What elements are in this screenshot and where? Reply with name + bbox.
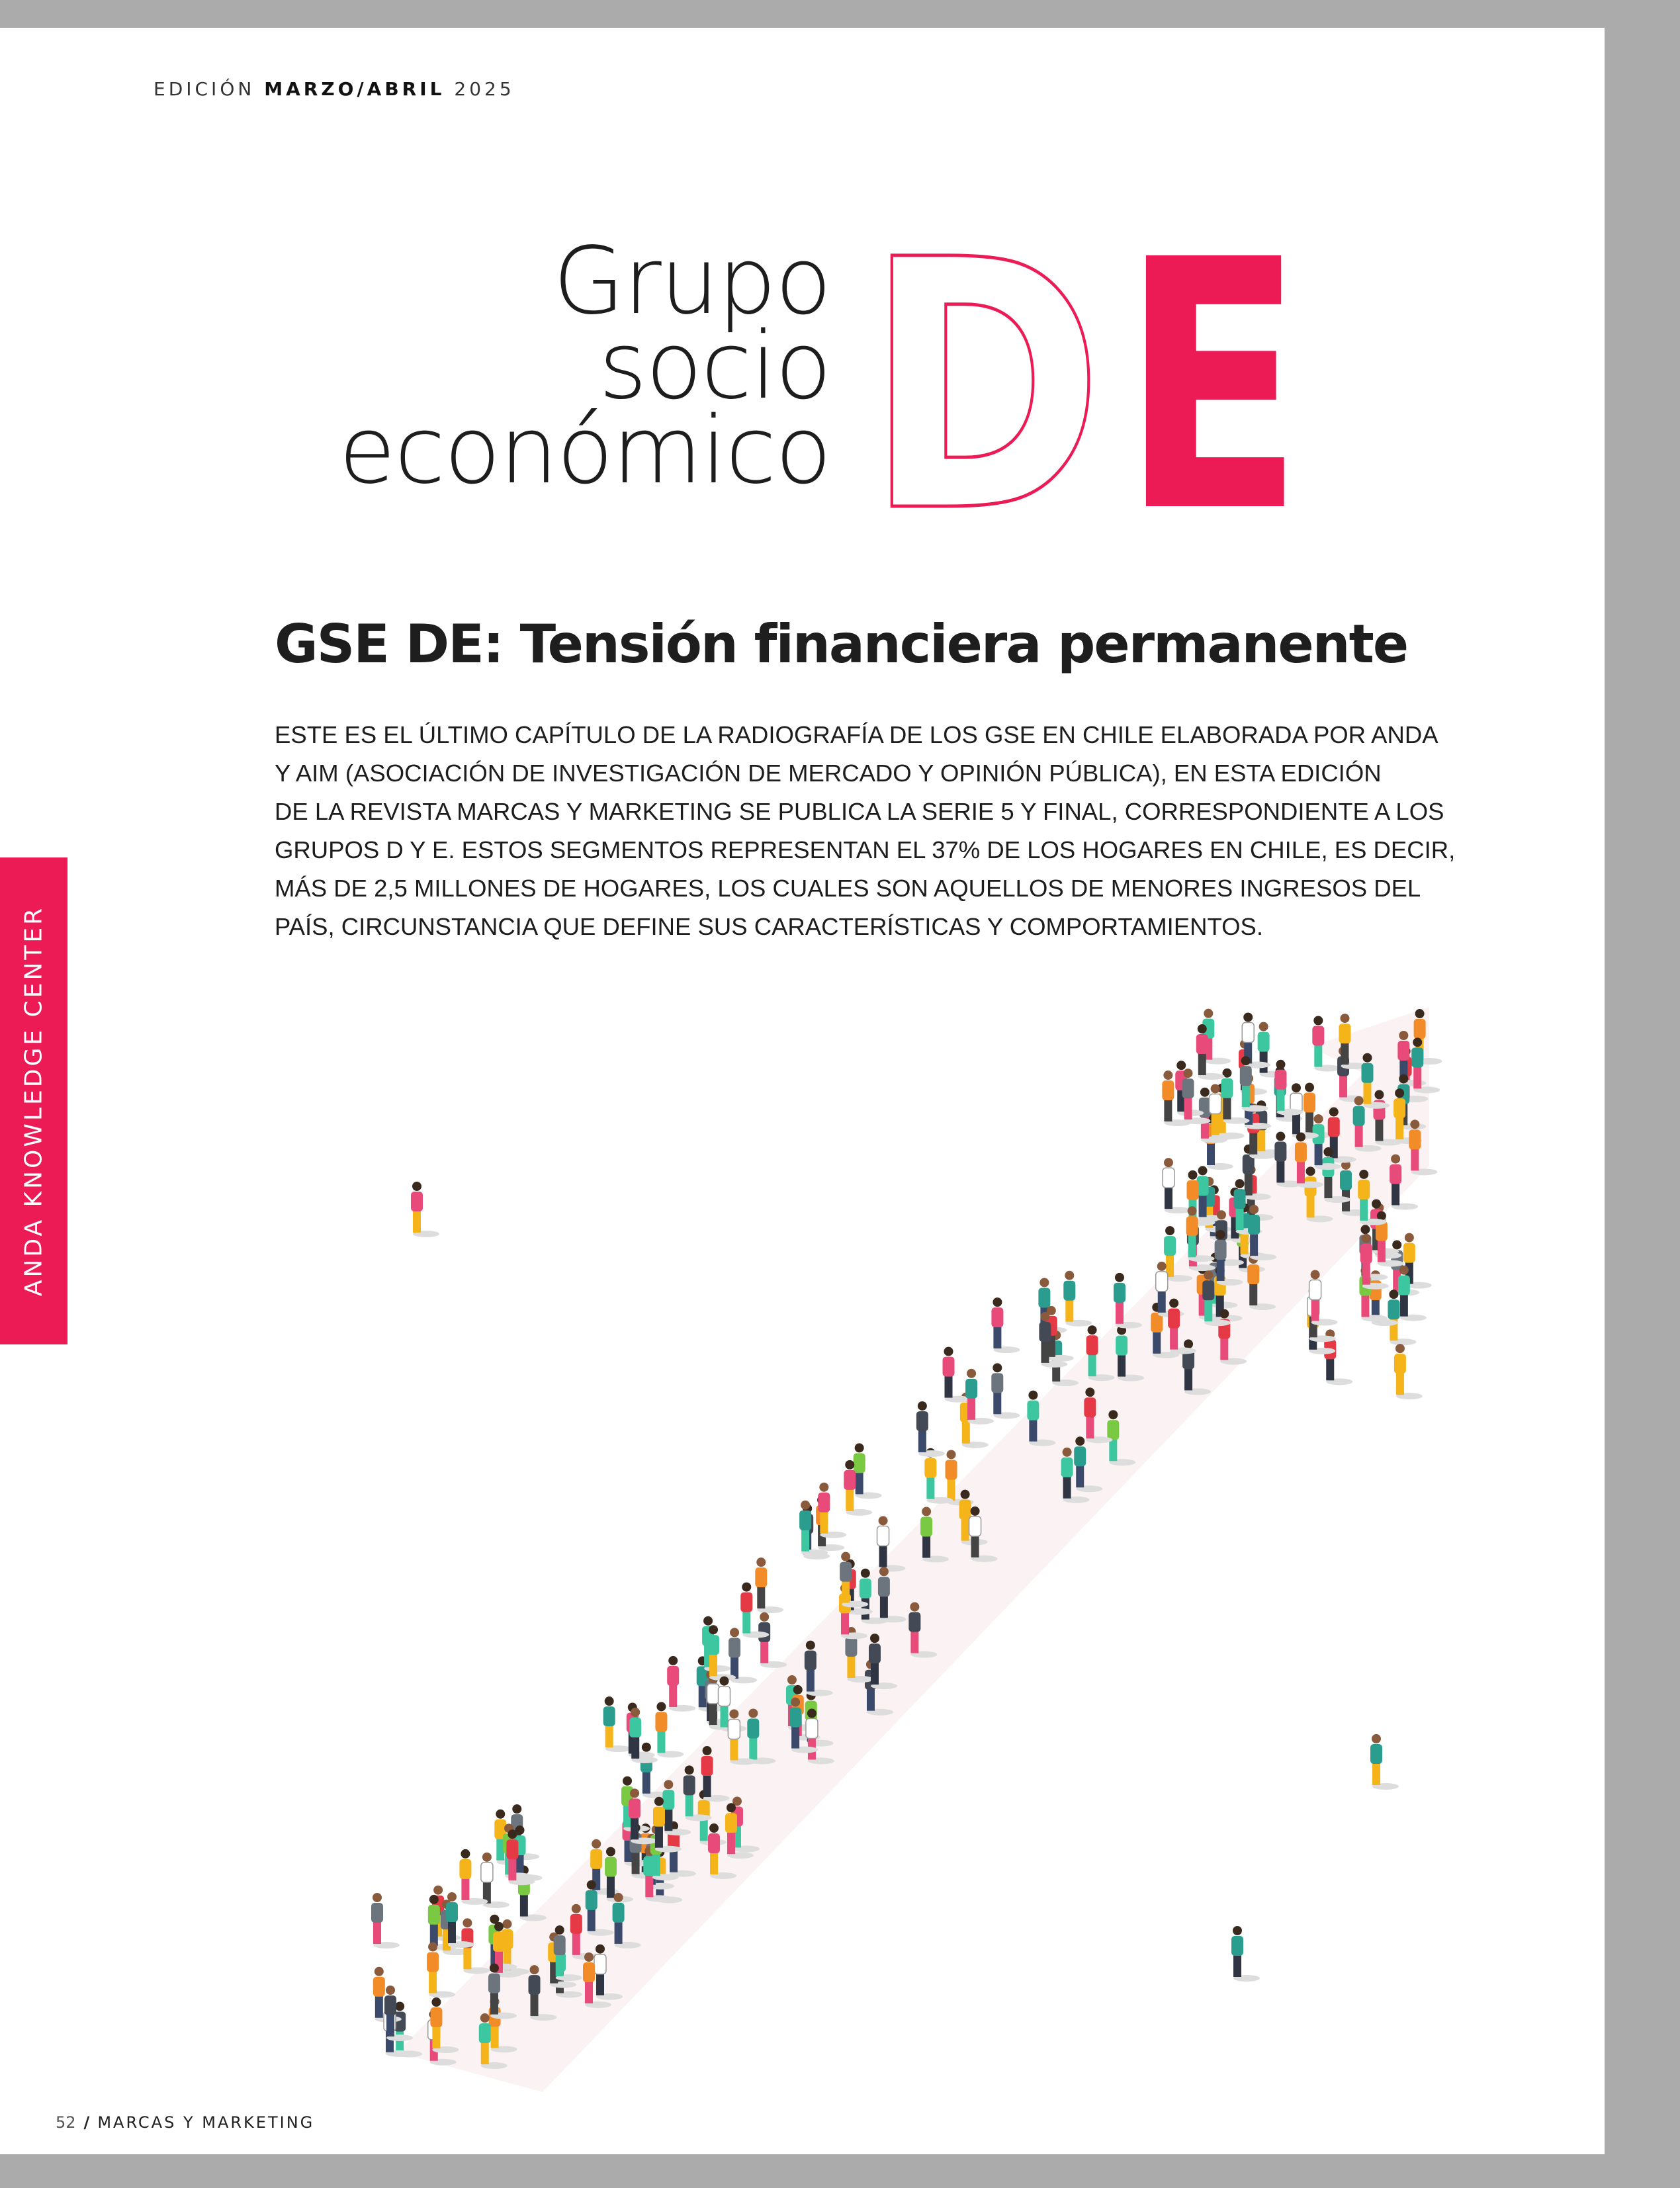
crowd-person	[965, 1369, 994, 1424]
intro-line: ESTE ES EL ÚLTIMO CAPÍTULO DE LA RADIOGRAFÍA DE LOS GSE EN CHILE ELABORADA POR ANDA	[275, 721, 1438, 748]
crowd-person	[1063, 1271, 1092, 1327]
intro-line: DE LA REVISTA MARCAS Y MARKETING SE PUBLICA LA SERIE 5 Y FINAL, CORRESPONDIENTE A LOS	[275, 798, 1444, 825]
side-tab-label: ANDA KNOWLEDGE CENTER	[20, 905, 48, 1297]
crowd-person	[667, 1656, 695, 1712]
publication-name: MARCAS Y MARKETING	[97, 2113, 315, 2132]
crowd-person	[371, 1893, 400, 1948]
edition-line	[154, 78, 515, 100]
footer-separator: /	[83, 2113, 90, 2132]
edition-prefix: EDICIÓN	[154, 78, 255, 100]
title-line-3: económico	[338, 397, 830, 505]
edition-year: 2025	[454, 78, 515, 100]
crowd-person	[758, 1612, 787, 1668]
crowd-person	[755, 1557, 783, 1613]
crowd-person	[1394, 1344, 1423, 1399]
intro-line: MÁS DE 2,5 MILLONES DE HOGARES, LOS CUALES SON AQUELLOS DE MENORES INGRESOS DEL	[275, 875, 1421, 902]
title-letter-solid: E	[1122, 187, 1304, 588]
page-number: 52	[56, 2113, 76, 2132]
title-line-1: Grupo	[553, 228, 830, 335]
crowd-person	[991, 1297, 1020, 1353]
intro-line: Y AIM (ASOCIACIÓN DE INVESTIGACIÓN DE MERCADO Y OPINIÓN PÚBLICA), EN ESTA EDICIÓN	[275, 760, 1382, 787]
edition-months: MARZO/ABRIL	[264, 78, 445, 100]
title-letter-outline: D	[865, 187, 1104, 588]
headline: GSE DE: Tensión financiera permanente	[275, 613, 1408, 675]
crowd-person	[991, 1363, 1020, 1419]
intro-line: PAÍS, CIRCUNSTANCIA QUE DEFINE SUS CARACTERÍSTICAS Y COMPORTAMIENTOS.	[275, 913, 1264, 940]
crowd-person	[854, 1443, 882, 1499]
intro-line: GRUPOS D Y E. ESTOS SEGMENTOS REPRESENTAN EL 37% DE LOS HOGARES EN CHILE, ES DECIR,	[275, 836, 1456, 863]
crowd-person	[411, 1182, 439, 1237]
title-line-2: socio	[598, 312, 830, 420]
footer	[56, 2113, 314, 2132]
title-letters-de	[860, 187, 1323, 588]
crowd-person	[1309, 1270, 1338, 1326]
crowd-person	[818, 1483, 846, 1538]
crowd-person	[1370, 1734, 1399, 1790]
crowd-arrow-illustration	[357, 994, 1509, 2112]
side-tab	[0, 857, 67, 1344]
magazine-page	[0, 28, 1605, 2154]
intro-paragraph	[275, 716, 1466, 946]
crowd-person	[1231, 1926, 1260, 1982]
arrow-shadow-shape	[397, 1007, 1429, 2092]
title-text	[338, 228, 830, 505]
